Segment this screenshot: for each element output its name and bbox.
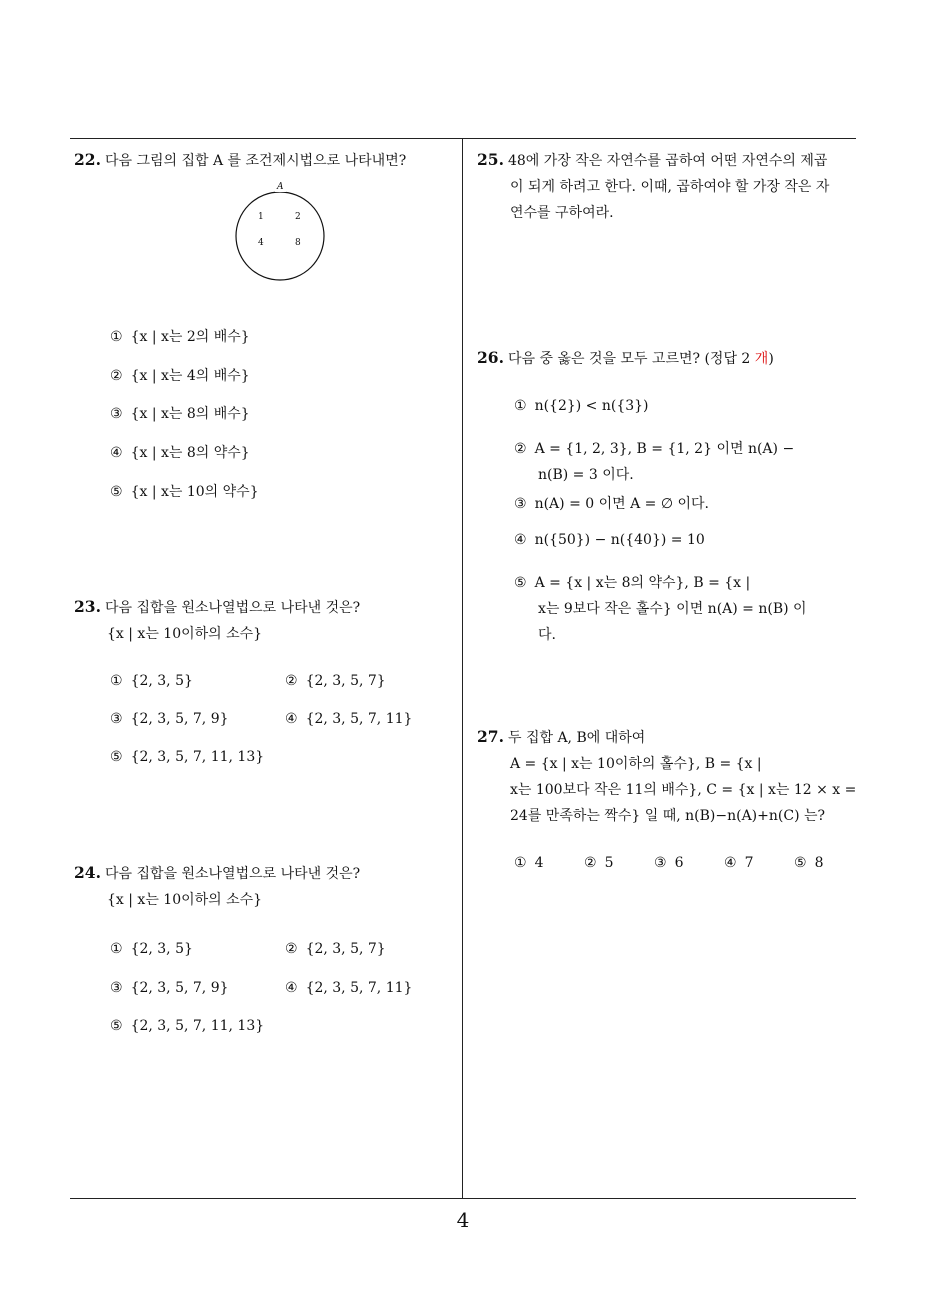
answer-option-4[interactable]: ④ {x | x는 8의 약수}	[110, 445, 250, 461]
question-number: 27.	[477, 727, 504, 746]
question-text-line: 이 되게 하려고 한다. 이때, 곱하여야 할 가장 작은 자	[510, 179, 830, 195]
question-number: 22.	[74, 150, 101, 169]
question-number: 24.	[74, 863, 101, 882]
answer-option-3[interactable]: ③ 6	[654, 855, 684, 871]
answer-option-2[interactable]: ② {2, 3, 5, 7}	[285, 941, 386, 957]
answer-option-1[interactable]: ① 4	[514, 855, 544, 871]
answer-option-5[interactable]: ⑤ 8	[794, 855, 824, 871]
venn-element: 2	[295, 212, 301, 222]
question-text-line: x는 100보다 작은 11의 배수}, C = {x | x는 12 × x =	[510, 782, 857, 798]
question-text-end: )	[768, 351, 774, 367]
answer-option-4[interactable]: ④ {2, 3, 5, 7, 11}	[285, 980, 413, 996]
bottom-rule	[70, 1198, 856, 1199]
answer-option-3[interactable]: ③ {2, 3, 5, 7, 9}	[110, 711, 229, 727]
venn-element: 8	[295, 238, 301, 248]
question-text-line: A = {x | x는 10이하의 홀수}, B = {x |	[510, 756, 762, 772]
question-text: 다음 그림의 집합 A 를 조건제시법으로 나타내면?	[104, 153, 407, 169]
question-text-line: 24를 만족하는 짝수} 일 때, n(B)−n(A)+n(C) 는?	[510, 808, 826, 824]
answer-option-2[interactable]: ② {x | x는 4의 배수}	[110, 368, 250, 384]
answer-option-5[interactable]: ⑤ A = {x | x는 8의 약수}, B = {x | x는 9보다 작은 홀수} 이면 n(A) = n(B) 이 다.	[514, 575, 807, 643]
page-number: 4	[456, 1208, 470, 1232]
question-22	[74, 147, 459, 174]
answer-option-3[interactable]: ③ n(A) = 0 이면 A = ∅ 이다.	[514, 496, 709, 512]
question-text-line: 연수를 구하여라.	[510, 205, 614, 221]
answer-option-5[interactable]: ⑤ {2, 3, 5, 7, 11, 13}	[110, 1018, 265, 1034]
answer-option-4[interactable]: ④ 7	[724, 855, 754, 871]
set-expression: {x | x는 10이하의 소수}	[107, 892, 263, 908]
venn-circle	[236, 192, 324, 280]
answer-option-2[interactable]: ② 5	[584, 855, 614, 871]
question-number: 26.	[477, 348, 504, 367]
set-expression: {x | x는 10이하의 소수}	[107, 626, 263, 642]
column-divider	[462, 139, 463, 1198]
question-text: 다음 집합을 원소나열법으로 나타낸 것은?	[104, 600, 361, 616]
venn-diagram	[232, 186, 328, 282]
question-24	[74, 860, 459, 913]
answer-option-2[interactable]: ② A = {1, 2, 3}, B = {1, 2} 이면 n(A) − n(B) = 3 이다.	[514, 441, 795, 483]
top-rule	[70, 138, 856, 139]
question-text: 두 집합 A, B에 대하여	[507, 730, 646, 746]
question-27	[477, 724, 859, 829]
venn-element: 4	[258, 238, 264, 248]
answer-option-1[interactable]: ① {2, 3, 5}	[110, 941, 193, 957]
answer-option-4[interactable]: ④ {2, 3, 5, 7, 11}	[285, 711, 413, 727]
question-text: 다음 중 옳은 것을 모두 고르면? (정답 2	[507, 351, 755, 367]
question-23	[74, 594, 459, 647]
answer-count-highlight: 개	[754, 351, 769, 367]
answer-option-1[interactable]: ① {2, 3, 5}	[110, 673, 193, 689]
question-number: 25.	[477, 150, 504, 169]
venn-set-label: A	[277, 182, 284, 192]
question-26	[477, 345, 859, 372]
answer-option-3[interactable]: ③ {x | x는 8의 배수}	[110, 406, 250, 422]
answer-option-3[interactable]: ③ {2, 3, 5, 7, 9}	[110, 980, 229, 996]
answer-option-4[interactable]: ④ n({50}) − n({40}) = 10	[514, 532, 705, 548]
venn-element: 1	[258, 212, 264, 222]
question-text: 다음 집합을 원소나열법으로 나타낸 것은?	[104, 866, 361, 882]
answer-option-2[interactable]: ② {2, 3, 5, 7}	[285, 673, 386, 689]
question-number: 23.	[74, 597, 101, 616]
question-25	[477, 147, 859, 226]
answer-option-5[interactable]: ⑤ {2, 3, 5, 7, 11, 13}	[110, 749, 265, 765]
answer-option-1[interactable]: ① {x | x는 2의 배수}	[110, 329, 250, 345]
answer-option-1[interactable]: ① n({2}) < n({3})	[514, 398, 649, 414]
answer-option-5[interactable]: ⑤ {x | x는 10의 약수}	[110, 484, 259, 500]
question-text: 48에 가장 작은 자연수를 곱하여 어떤 자연수의 제곱	[507, 153, 828, 169]
